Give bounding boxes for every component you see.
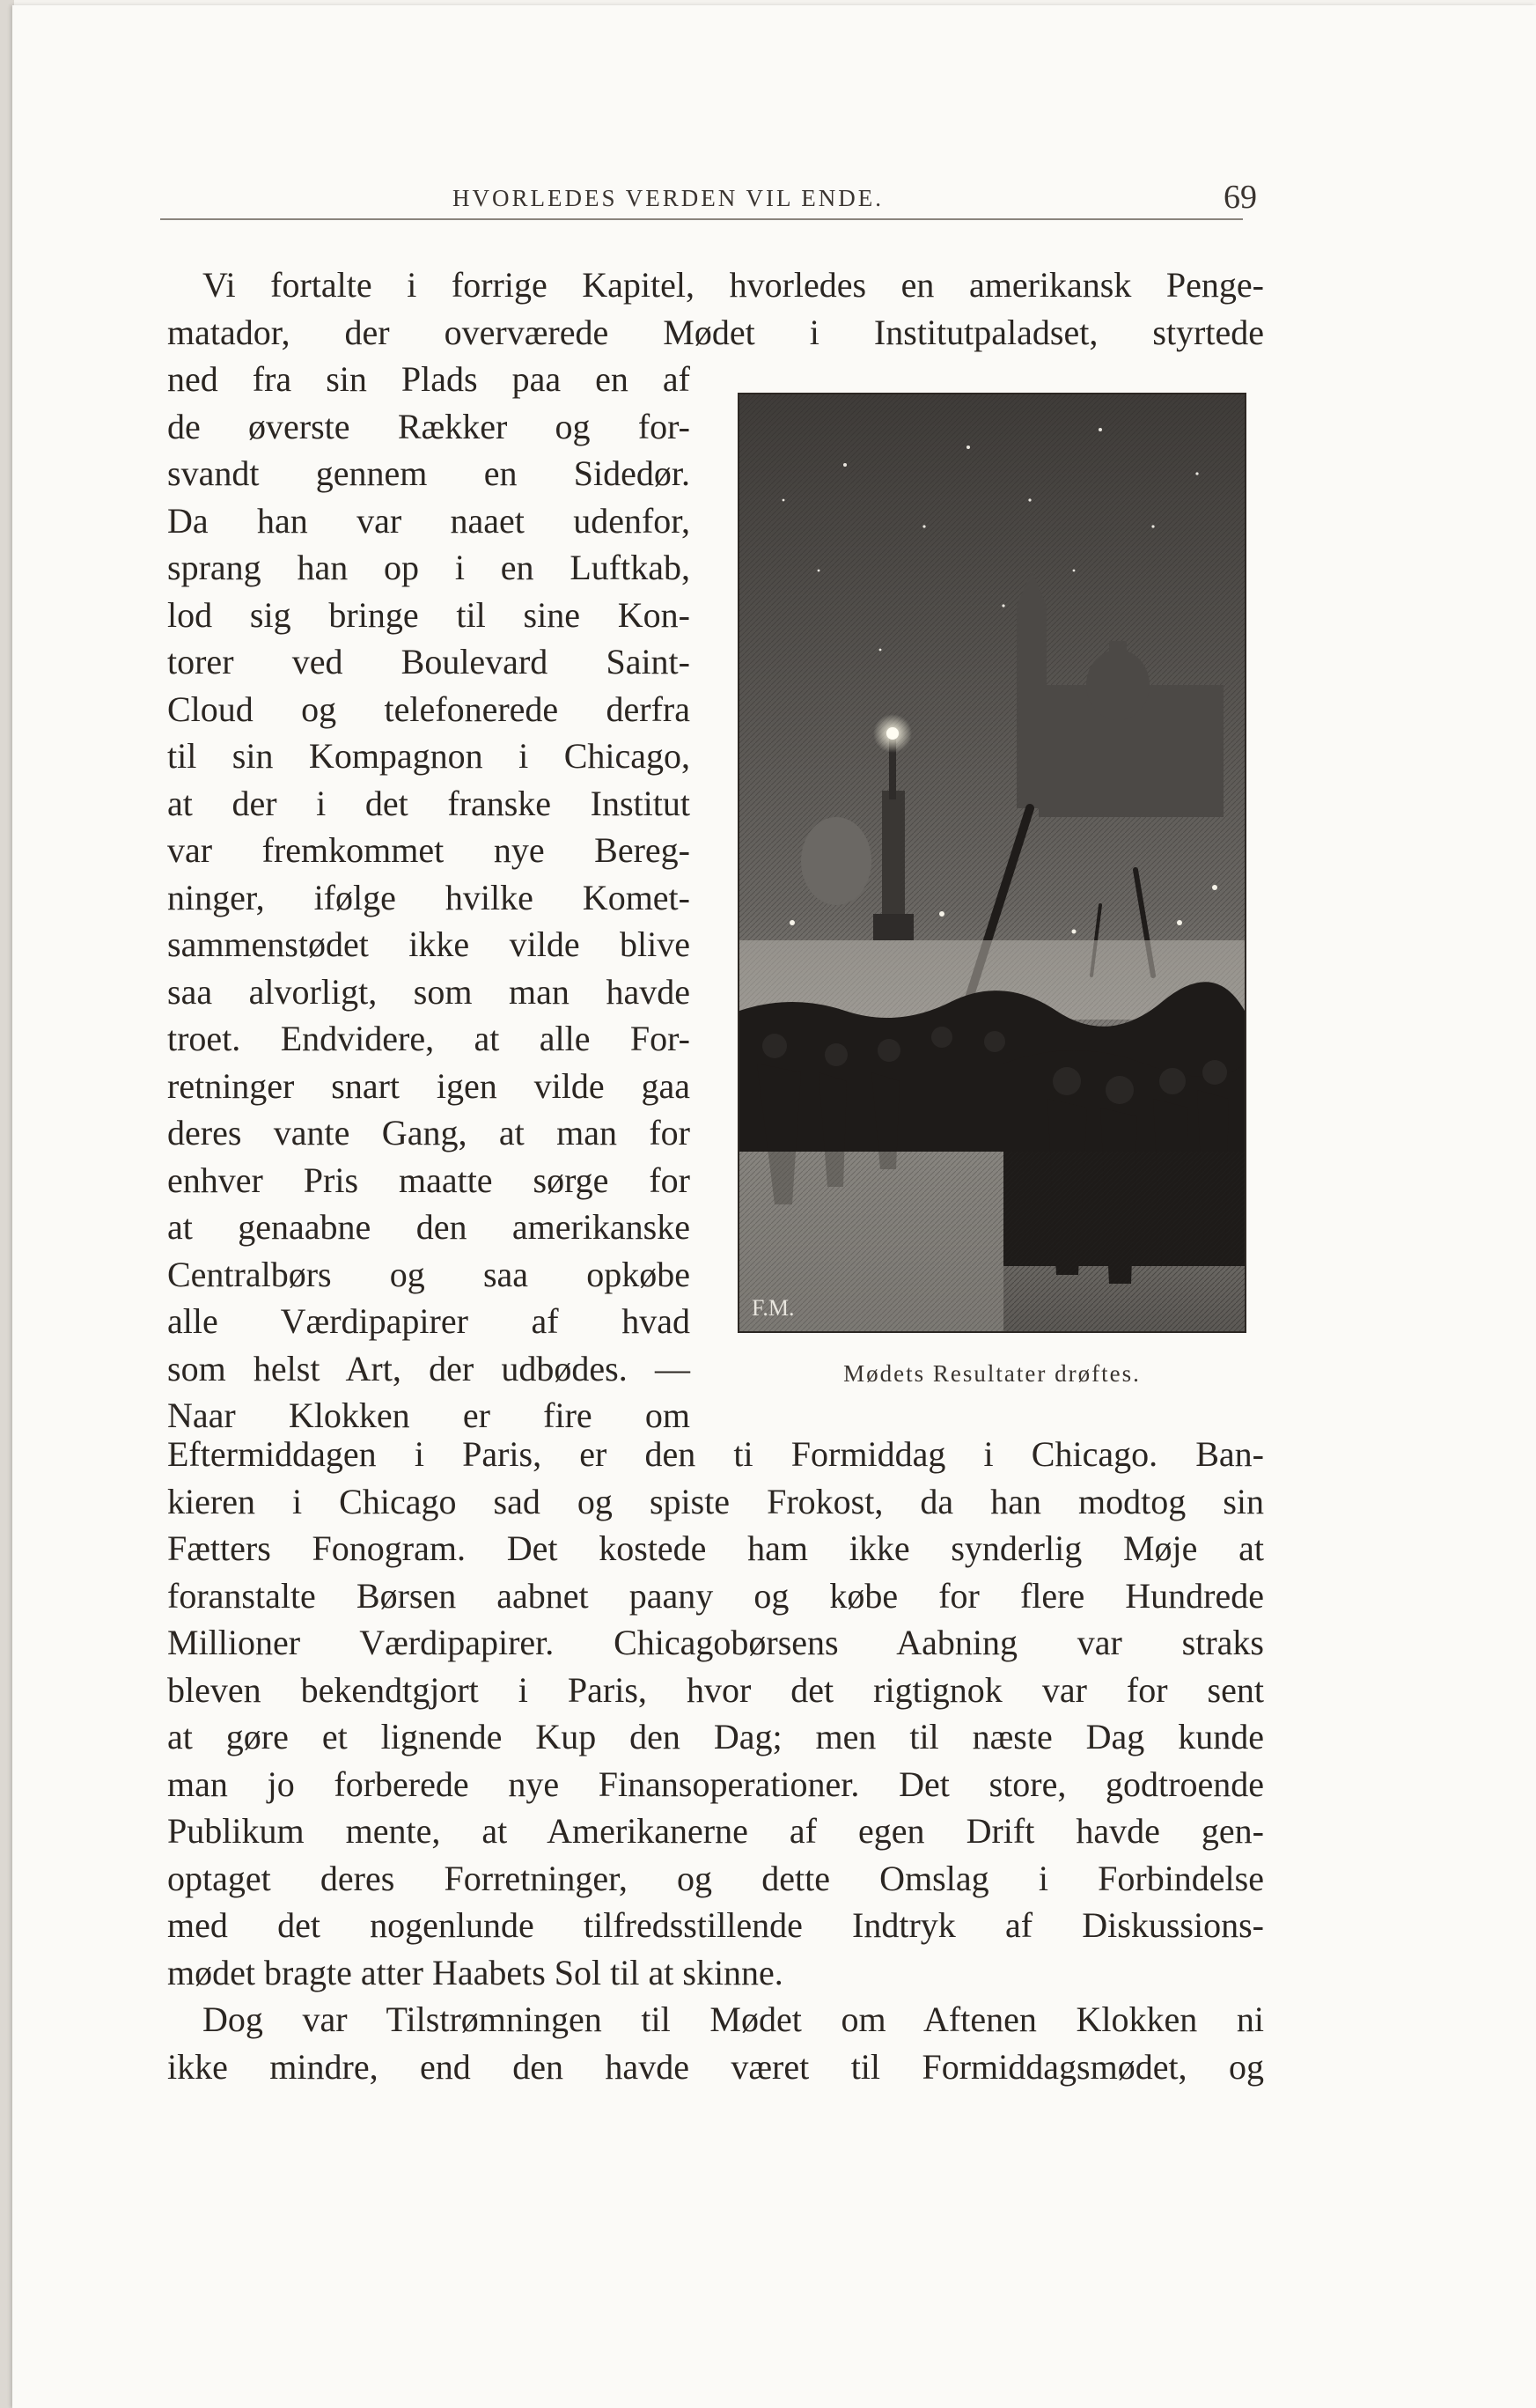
side-column-text <box>167 356 690 1440</box>
text-line: Centralbørs og saa opkøbe <box>167 1254 690 1294</box>
header-title: HVORLEDES VERDEN VIL ENDE. <box>452 185 884 211</box>
engraving-svg <box>739 394 1245 1331</box>
bottom-paragraphs <box>167 1431 1264 2090</box>
text-line: Millioner Værdipapirer. Chicagobørsens Aabning var straks <box>167 1623 1264 1662</box>
text-line: retninger snart igen vilde gaa <box>167 1065 690 1106</box>
text-line: optaget deres Forretninger, og dette Omslag i Forbindelse <box>167 1858 1264 1898</box>
text-line: ned fra sin Plads paa en af <box>167 359 690 399</box>
text-line: med det nogenlunde tilfredsstillende Indtryk af Diskussions- <box>167 1905 1264 1945</box>
text-line: sammenstødet ikke vilde blive <box>167 924 690 964</box>
text-line: kieren i Chicago sad og spiste Frokost, da han modtog sin <box>167 1481 1264 1521</box>
text-line: ninger, ifølge hvilke Komet- <box>167 877 690 917</box>
text-line: saa alvorligt, som man havde <box>167 971 690 1012</box>
text-line: deres vante Gang, at man for <box>167 1113 690 1152</box>
text-line: torer ved Boulevard Saint- <box>167 642 690 681</box>
text-line: Vi fortalte i forrige Kapitel, hvorledes en amerikansk Penge- <box>202 265 1264 305</box>
illustrator-signature: F.M. <box>752 1295 795 1321</box>
text-line: at gøre et lignende Kup den Dag; men til næste Dag kunde <box>167 1717 1264 1756</box>
illustration-caption: Mødets Resultater drøftes. <box>843 1360 1141 1387</box>
text-line: Dog var Tilstrømningen til Mødet om Aftenen Klokken ni <box>202 1999 1264 2039</box>
text-line: var fremkommet nye Bereg- <box>167 830 690 870</box>
text-line: foranstalte Børsen aabnet paany og købe for flere Hundrede <box>167 1575 1264 1616</box>
top-paragraph <box>167 261 1264 356</box>
text-line: til sin Kompagnon i Chicago, <box>167 736 690 776</box>
text-line: mødet bragte atter Haabets Sol til at skinne. <box>167 1952 783 1992</box>
text-line: Cloud og telefonerede derfra <box>167 689 690 729</box>
text-line: svandt gennem en Sidedør. <box>167 453 690 493</box>
text-line: de øverste Rækker og for- <box>167 406 690 446</box>
text-line: at genaabne den amerikanske <box>167 1207 690 1247</box>
text-line: troet. Endvidere, at alle For- <box>167 1019 690 1058</box>
header-rule <box>160 218 1243 220</box>
text-line: lod sig bringe til sine Kon- <box>167 594 690 635</box>
text-line: alle Værdipapirer af hvad <box>167 1301 690 1341</box>
text-line: man jo forberede nye Finansoperationer. Det store, godtroende <box>167 1764 1264 1804</box>
text-line: ikke mindre, end den havde været til Formiddagsmødet, og <box>167 2046 1264 2087</box>
text-line: at der i det franske Institut <box>167 783 690 823</box>
text-line: bleven bekendtgjort i Paris, hvor det rigtignok var for sent <box>167 1669 1264 1710</box>
text-line: Eftermiddagen i Paris, er den ti Formiddag i Chicago. Ban- <box>167 1434 1264 1474</box>
page-number: 69 <box>1224 179 1257 216</box>
text-line: som helst Art, der udbødes. — <box>167 1348 690 1388</box>
text-line: Publikum mente, at Amerikanerne af egen Drift havde gen- <box>167 1811 1264 1851</box>
crowd-illustration <box>738 393 1246 1333</box>
text-line: matador, der overværede Mødet i Institutpaladset, styrtede <box>167 312 1264 352</box>
text-line: Fætters Fonogram. Det kostede ham ikke synderlig Møje at <box>167 1528 1264 1568</box>
text-line: sprang han op i en Luftkab, <box>167 548 690 587</box>
text-line: enhver Pris maatte sørge for <box>167 1160 690 1200</box>
text-line: Da han var naaet udenfor, <box>167 500 690 541</box>
text-line: Naar Klokken er fire om <box>167 1395 690 1435</box>
